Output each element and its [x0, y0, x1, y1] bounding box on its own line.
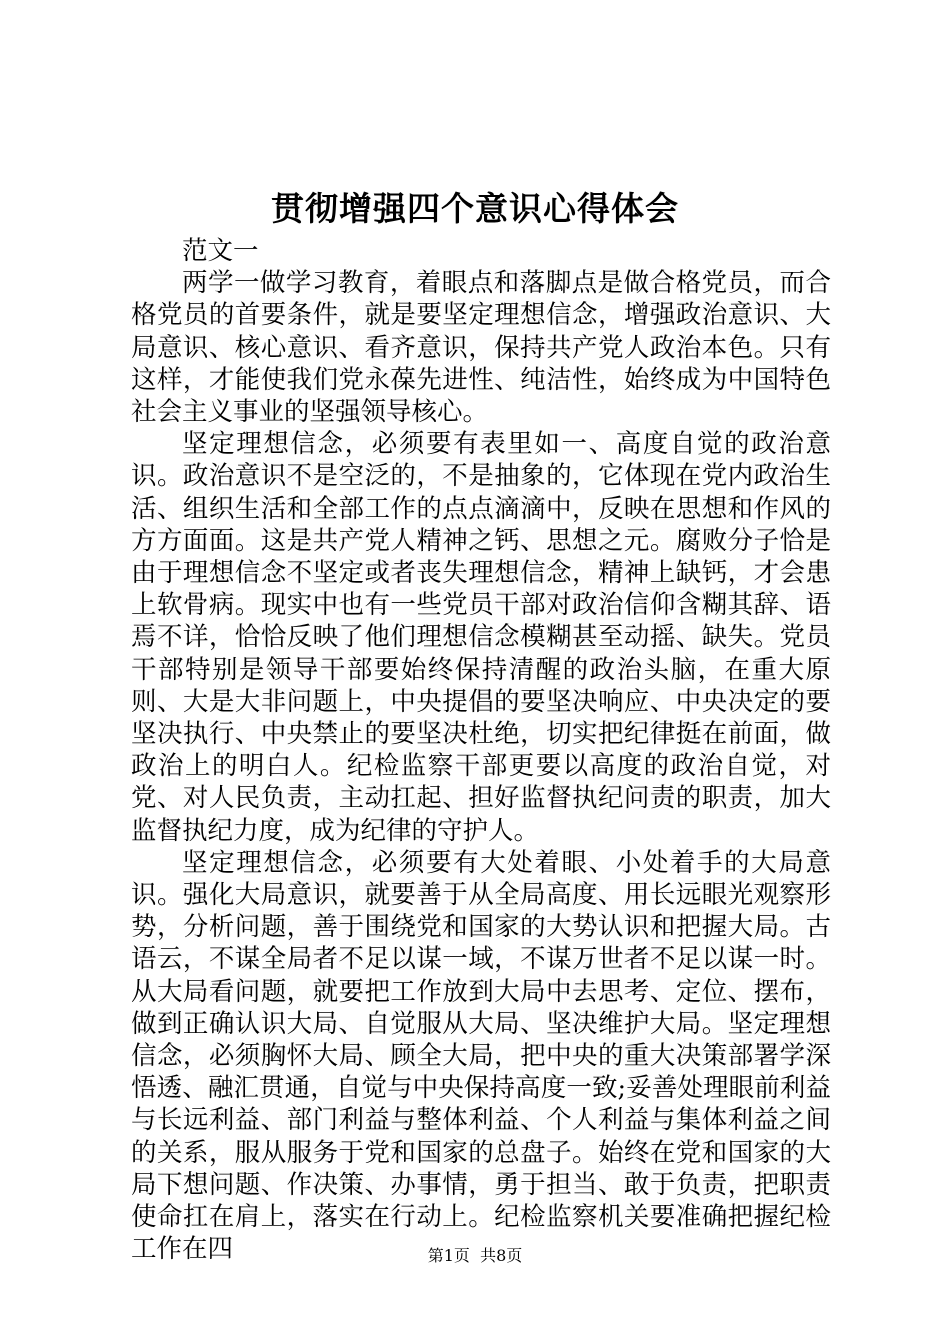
- document-title: 贯彻增强四个意识心得体会: [271, 189, 679, 228]
- paragraph-3: 坚定理想信念，必须要有大处着眼、小处着手的大局意识。强化大局意识，就要善于从全局高度、用长远眼光观察形势，分析问题，善于围绕党和国家的大势认识和把握大局。古语云，不谋全局者不足以谋一域，不谋万世者不足以谋一时。从大局看问题，就要把工作放到大局中去思考、定位、摆布，做到正确认识大局、自觉服从大局、坚决维护大局。坚定理想信念，必须胸怀大局、顾全大局，把中央的重大决策部署学深悟透、融汇贯通，自觉与中央保持高度一致;妥善处理眼前利益与长远利益、部门利益与整体利益、个人利益与集体利益之间的关系，服从服务于党和国家的总盘子。始终在党和国家的大局下想问题、作决策、办事情，勇于担当、敢于负责，把职责使命扛在肩上，落实在行动上。纪检监察机关要准确把握纪检工作在四: [131, 847, 831, 1265]
- document-body: [131, 235, 831, 1266]
- page-number: 第1页: [427, 1246, 470, 1265]
- page-footer: [0, 1244, 950, 1268]
- page-total: 共8页: [480, 1246, 523, 1265]
- paragraph-2: 坚定理想信念，必须要有表里如一、高度自觉的政治意识。政治意识不是空泛的，不是抽象的，它体现在党内政治生活、组织生活和全部工作的点点滴滴中，反映在思想和作风的方方面面。这是共产党人精神之钙、思想之元。腐败分子恰是由于理想信念不坚定或者丧失理想信念，精神上缺钙，才会患上软骨病。现实中也有一些党员干部对政治信仰含糊其辞、语焉不详，恰恰反映了他们理想信念模糊甚至动摇、缺失。党员干部特别是领导干部要始终保持清醒的政治头脑，在重大原则、大是大非问题上，中央提倡的要坚决响应、中央决定的要坚决执行、中央禁止的要坚决杜绝，切实把纪律挺在前面，做政治上的明白人。纪检监察干部更要以高度的政治自觉，对党、对人民负责，主动扛起、担好监督执纪问责的职责，加大监督执纪力度，成为纪律的守护人。: [131, 429, 831, 846]
- section-label: 范文一: [182, 236, 259, 266]
- paragraph-1: 两学一做学习教育，着眼点和落脚点是做合格党员，而合格党员的首要条件，就是要坚定理想信念，增强政治意识、大局意识、核心意识、看齐意识，保持共产党人政治本色。只有这样，才能使我们党永葆先进性、纯洁性，始终成为中国特色社会主义事业的坚强领导核心。: [131, 268, 831, 428]
